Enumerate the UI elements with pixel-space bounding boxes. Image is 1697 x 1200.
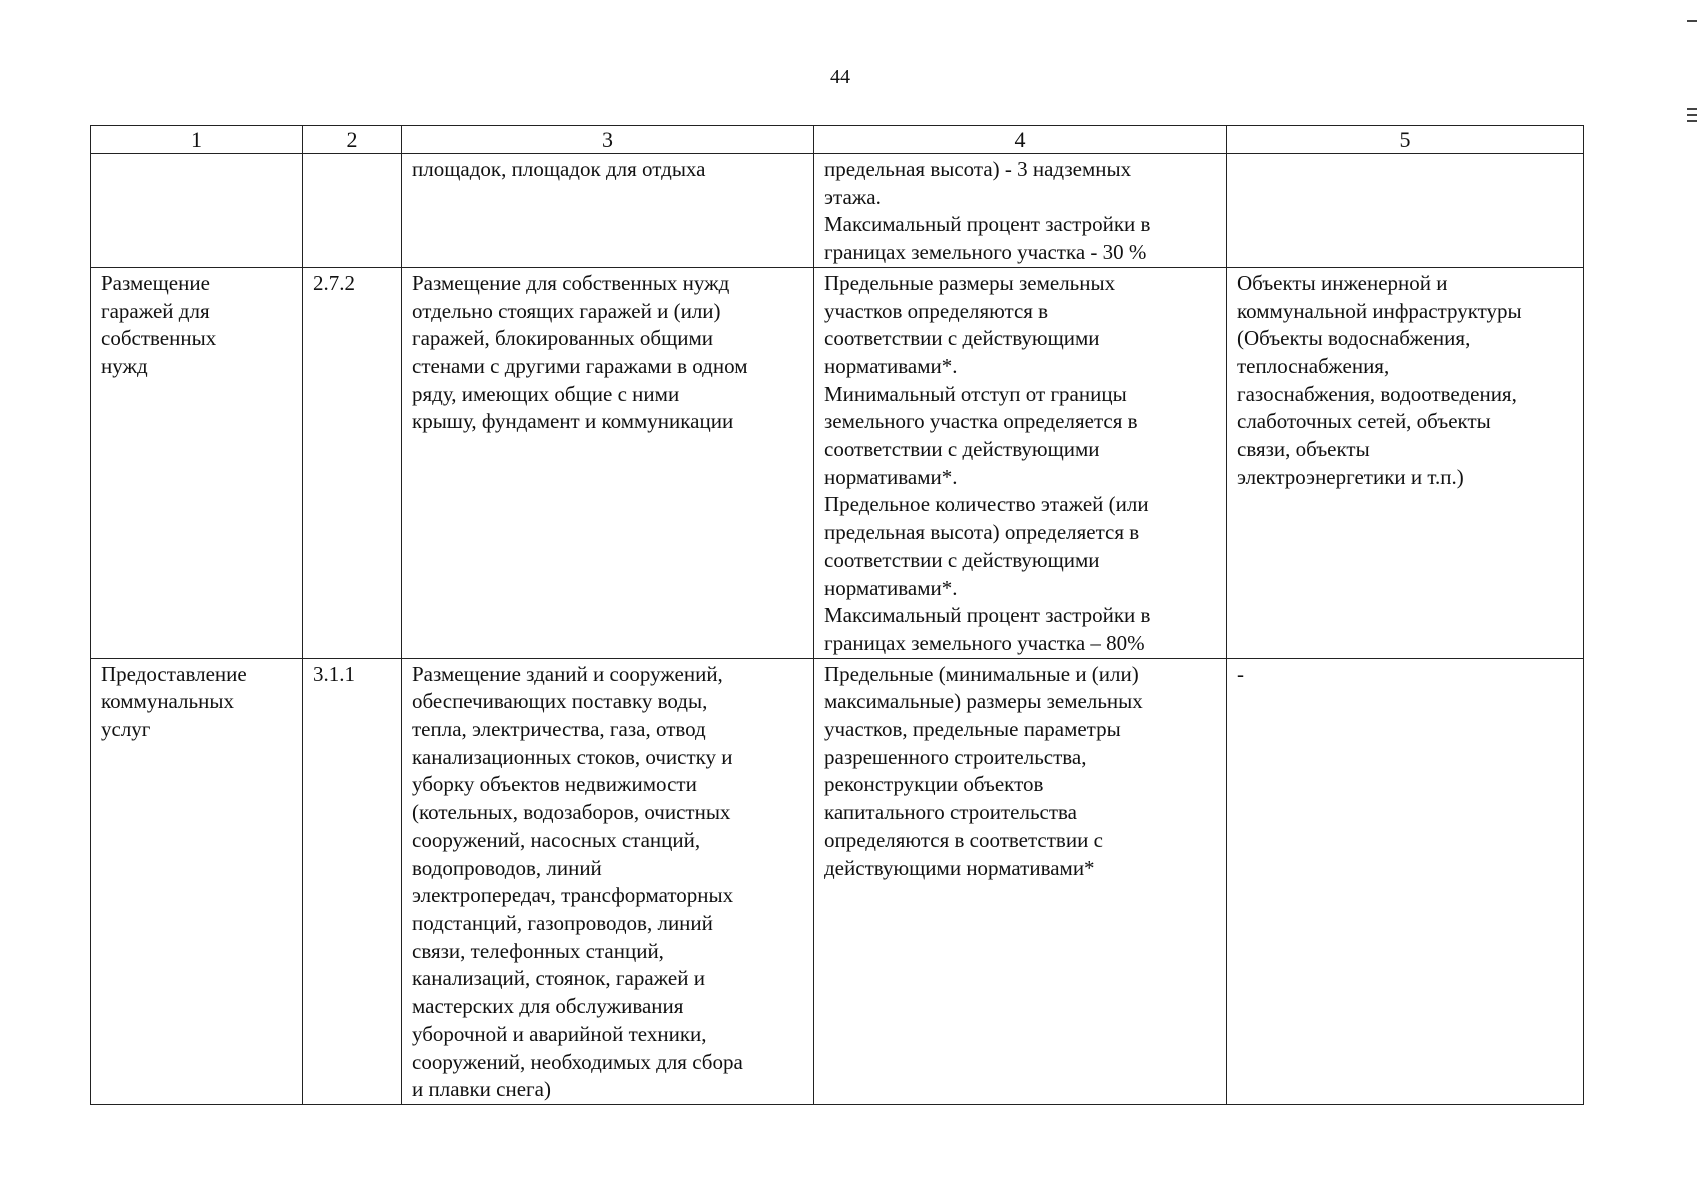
cell-text-line: уборочной и аварийной техники, xyxy=(412,1021,707,1046)
edge-mark xyxy=(1687,114,1697,116)
cell-text-line: связи, телефонных станций, xyxy=(412,938,664,963)
auxiliary-objects-cell xyxy=(1227,658,1584,1104)
table-row xyxy=(91,267,1584,658)
auxiliary-objects-cell xyxy=(1227,267,1584,658)
table-row xyxy=(91,658,1584,1104)
cell-text-line: Размещение зданий и сооружений, xyxy=(412,661,723,686)
cell-text-line: Размещение xyxy=(101,270,210,295)
cell-text-line: разрешенного строительства, xyxy=(824,744,1087,769)
description-cell xyxy=(402,658,814,1104)
parameters-cell xyxy=(814,154,1227,268)
cell-text-line: Максимальный процент застройки в xyxy=(824,212,1151,237)
code-cell xyxy=(303,658,402,1104)
regulation-table-container xyxy=(90,125,1583,1105)
cell-text-line: капитального строительства xyxy=(824,800,1077,825)
parameters-cell xyxy=(814,658,1227,1104)
cell-text-line: соответствии с действующими xyxy=(824,437,1100,462)
cell-text-line: - xyxy=(1237,661,1244,686)
cell-text-line: уборку объектов недвижимости xyxy=(412,772,697,797)
cell-text-line: нормативами*. xyxy=(824,575,958,600)
use-name-cell xyxy=(91,267,303,658)
header-cell-4: 4 xyxy=(814,126,1227,154)
cell-text-line: мастерских для обслуживания xyxy=(412,994,684,1019)
cell-text-line: теплоснабжения, xyxy=(1237,353,1390,378)
cell-text-line: электропередач, трансформаторных xyxy=(412,883,734,908)
cell-text-line: земельного участка определяется в xyxy=(824,409,1138,434)
header-cell-2: 2 xyxy=(303,126,402,154)
auxiliary-objects-cell xyxy=(1227,154,1584,268)
use-name-cell xyxy=(91,658,303,1104)
use-name-cell xyxy=(91,154,303,268)
cell-text-line: 2.7.2 xyxy=(313,270,355,295)
table-row xyxy=(91,154,1584,268)
cell-text-line: коммунальных xyxy=(101,689,234,714)
parameters-cell xyxy=(814,267,1227,658)
header-cell-3: 3 xyxy=(402,126,814,154)
edge-mark xyxy=(1687,20,1697,22)
header-row xyxy=(91,126,1584,154)
code-cell xyxy=(303,154,402,268)
cell-text-line: собственных xyxy=(101,326,217,351)
code-cell xyxy=(303,267,402,658)
cell-text-line: нужд xyxy=(101,353,148,378)
cell-text-line: отдельно стоящих гаражей и (или) xyxy=(412,298,721,323)
cell-text-line: границах земельного участка - 30 % xyxy=(824,240,1147,265)
cell-text-line: участков, предельные параметры xyxy=(824,717,1121,742)
regulation-table xyxy=(90,125,1584,1105)
cell-text-line: нормативами*. xyxy=(824,464,958,489)
cell-text-line: определяются в соответствии с xyxy=(824,827,1103,852)
cell-text-line: площадок, площадок для отдыха xyxy=(412,157,706,181)
cell-text-line: газоснабжения, водоотведения, xyxy=(1237,381,1517,406)
page-number: 44 xyxy=(830,66,850,88)
cell-text-line: действующими нормативами* xyxy=(824,855,1095,880)
description-cell xyxy=(402,267,814,658)
cell-text-line: Объекты инженерной и xyxy=(1237,270,1448,295)
header-cell-5: 5 xyxy=(1227,126,1584,154)
cell-text-line: участков определяются в xyxy=(824,298,1049,323)
cell-text-line: сооружений, необходимых для сбора xyxy=(412,1049,743,1074)
cell-text-line: этажа. xyxy=(824,184,881,209)
cell-text-line: электроэнергетики и т.п.) xyxy=(1237,464,1464,489)
cell-text-line: сооружений, насосных станций, xyxy=(412,827,701,852)
cell-text-line: коммунальной инфраструктуры xyxy=(1237,298,1522,323)
cell-text-line: гаражей для xyxy=(101,298,210,323)
cell-text-line: максимальные) размеры земельных xyxy=(824,689,1143,714)
cell-text-line: водопроводов, линий xyxy=(412,855,602,880)
cell-text-line: реконструкции объектов xyxy=(824,772,1044,797)
cell-text-line: услуг xyxy=(101,717,151,742)
cell-text-line: крышу, фундамент и коммуникации xyxy=(412,409,734,434)
edge-mark xyxy=(1687,108,1697,110)
cell-text-line: предельная высота) определяется в xyxy=(824,520,1140,545)
cell-text-line: канализационных стоков, очистку и xyxy=(412,744,733,769)
cell-text-line: канализаций, стоянок, гаражей и xyxy=(412,966,705,991)
cell-text-line: связи, объекты xyxy=(1237,437,1370,462)
cell-text-line: Размещение для собственных нужд xyxy=(412,270,730,295)
edge-mark xyxy=(1687,120,1697,122)
cell-text-line: Предоставление xyxy=(101,661,247,686)
cell-text-line: Предельное количество этажей (или xyxy=(824,492,1149,517)
cell-text-line: границах земельного участка – 80% xyxy=(824,630,1145,655)
cell-text-line: Предельные размеры земельных xyxy=(824,270,1116,295)
cell-text-line: подстанций, газопроводов, линий xyxy=(412,910,713,935)
cell-text-line: (Объекты водоснабжения, xyxy=(1237,326,1471,351)
cell-text-line: и плавки снега) xyxy=(412,1077,551,1102)
cell-text-line: Предельные (минимальные и (или) xyxy=(824,661,1139,686)
description-cell xyxy=(402,154,814,268)
cell-text-line: нормативами*. xyxy=(824,353,958,378)
cell-text-line: Минимальный отступ от границы xyxy=(824,381,1127,406)
header-cell-1: 1 xyxy=(91,126,303,154)
cell-text-line: стенами с другими гаражами в одном xyxy=(412,353,748,378)
cell-text-line: обеспечивающих поставку воды, xyxy=(412,689,708,714)
cell-text-line: ряду, имеющих общие с ними xyxy=(412,381,680,406)
cell-text-line: тепла, электричества, газа, отвод xyxy=(412,717,706,742)
cell-text-line: предельная высота) - 3 надземных xyxy=(824,157,1132,181)
cell-text-line: соответствии с действующими xyxy=(824,547,1100,572)
cell-text-line: гаражей, блокированных общими xyxy=(412,326,714,351)
cell-text-line: Максимальный процент застройки в xyxy=(824,603,1151,628)
cell-text-line: (котельных, водозаборов, очистных xyxy=(412,800,731,825)
cell-text-line: соответствии с действующими xyxy=(824,326,1100,351)
cell-text-line: 3.1.1 xyxy=(313,661,355,686)
cell-text-line: слаботочных сетей, объекты xyxy=(1237,409,1491,434)
